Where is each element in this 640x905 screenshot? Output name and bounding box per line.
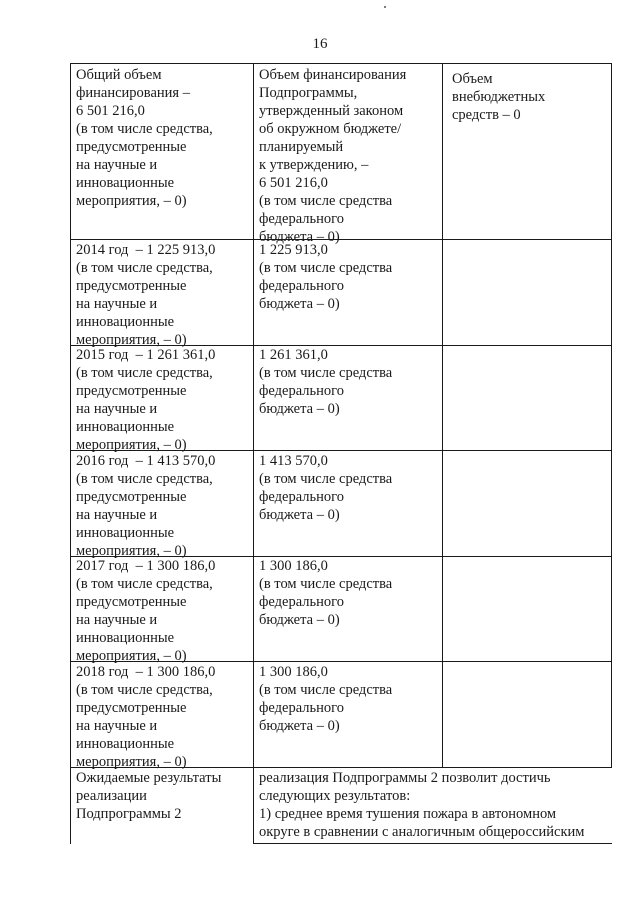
expected-results-text: реализация Подпрограммы 2 позволит достичь следующих результатов: 1) среднее время тушения пожара в автономном округе в сравнении с аналогичным общероссийским [259, 770, 585, 840]
extrabudgetary-cell: Объем внебюджетных средств – 0 [452, 71, 546, 123]
total-financing-cell: Общий объем финансирования – 6 501 216,0 (в том числе средства, предусмотренные на научные и инновационные мероприятия, – 0) [76, 67, 213, 209]
page-number: 16 [312, 36, 328, 52]
scan-speck [384, 6, 386, 8]
subprogram-financing-cell: Объем финансирования Подпрограммы, утвержденный законом об окружном бюджете/ планируемый к утверждению, – 6 501 216,0 (в том числе средства федерального бюджета – 0) [259, 67, 407, 245]
year-2018-total-cell: 2018 год – 1 300 186,0 (в том числе средства, предусмотренные на научные и инновационные мероприятия, – 0) [76, 664, 216, 770]
year-2018-federal-cell: 1 300 186,0 (в том числе средства федерального бюджета – 0) [259, 664, 393, 734]
year-2016-federal-cell: 1 413 570,0 (в том числе средства федерального бюджета – 0) [259, 453, 393, 523]
year-2014-federal-cell: 1 225 913,0 (в том числе средства федерального бюджета – 0) [259, 242, 393, 312]
year-2016-total-cell: 2016 год – 1 413 570,0 (в том числе средства, предусмотренные на научные и инновационные мероприятия, – 0) [76, 453, 216, 559]
year-2017-federal-cell: 1 300 186,0 (в том числе средства федерального бюджета – 0) [259, 558, 393, 628]
year-2014-total-cell: 2014 год – 1 225 913,0 (в том числе средства, предусмотренные на научные и инновационные мероприятия, – 0) [76, 242, 216, 348]
year-2015-total-cell: 2015 год – 1 261 361,0 (в том числе средства, предусмотренные на научные и инновационные мероприятия, – 0) [76, 347, 216, 453]
table-border-top [70, 63, 612, 64]
table-border-left [70, 63, 71, 844]
year-2015-federal-cell: 1 261 361,0 (в том числе средства федерального бюджета – 0) [259, 347, 393, 417]
table-border-bottom-right [253, 843, 612, 844]
expected-results-label: Ожидаемые результаты реализации Подпрограммы 2 [76, 770, 222, 822]
financing-table [70, 63, 612, 844]
year-2017-total-cell: 2017 год – 1 300 186,0 (в том числе средства, предусмотренные на научные и инновационные мероприятия, – 0) [76, 558, 216, 664]
column-divider-1 [253, 63, 254, 844]
